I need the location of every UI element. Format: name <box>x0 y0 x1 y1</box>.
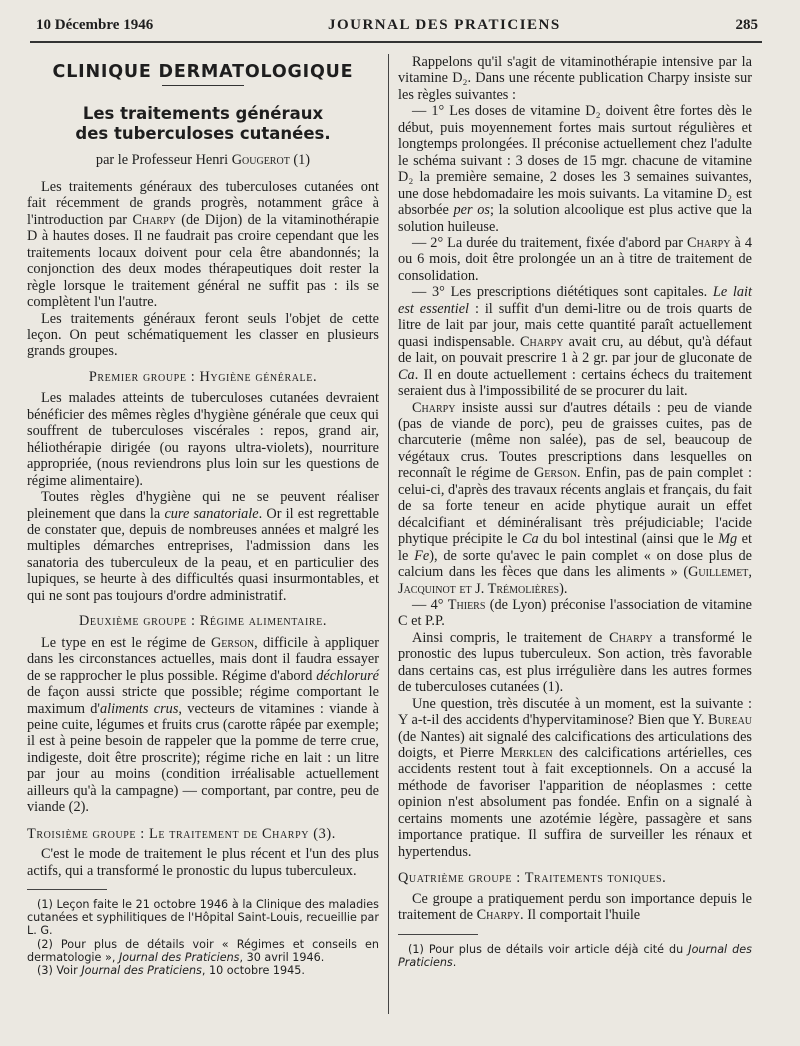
group-3-heading: Troisième groupe : Le traitement de Charpy (3). <box>27 825 336 842</box>
right-paragraph-4: — 3° Les prescriptions diététiques sont capitales. Le lait est essentiel : il suffit d'un demi-litre ou de trois quarts de litre de lait par jour, mais cette quantité paraît actuellement quasi indispensable. Charpy avait cru, au début, qu'à défaut de lait, on pouvait prescrire 1 à 2 gr. par jour de gluconate de Ca. Il en doute actuellement : certains échecs du traitement seraient dus à l'impossibilité de se procurer du lait. <box>398 284 753 400</box>
header-date: 10 Décembre 1946 <box>36 17 154 33</box>
group-1-paragraph-2: Toutes règles d'hygiène qui ne se peuvent réaliser pleinement que dans la cure sanatoriale. Or il est regrettable de constater que, depuis de nombreuses années et malgré les multiples démarches entreprises, l'admission dans les sanatoria des tuberculeux de la peau, et en particulier des lupiques, se heurte à des difficultés quasi insurmontables, et qui ne sont pas toujours d'ordre administratif. <box>27 489 379 604</box>
right-paragraph-8: Une question, très discutée à un moment, est la suivante : Y a-t-il des accidents d'hypervitaminose? Bien que Y. Bureau (de Nantes) ait signalé des calcifications des articulations des doigts, et Pierre Merklen des calcifications artérielles, ces accidents restent tout à fait exceptionnels. On a accusé la méthode de favoriser l'apparition de néoplasmes : cette opinion n'est absolument pas fondée. Enfin on a signalé à certains moments une azotémie légère, passagère et sans importance pratique. Il suffira de surveiller les rénaux et hypertendus. <box>398 695 753 860</box>
section-title: CLINIQUE DERMATOLOGIQUE <box>52 62 354 82</box>
article-title-line1: Les traitements généraux <box>82 104 324 124</box>
intro-paragraph: Les traitements généraux des tuberculoses cutanées ont fait récemment de grands progrès, notamment grâce à l'introduction par Charpy (de Dijon) de la vitaminothérapie D à hautes doses. Il ne faudrait pas croire cependant que les traitements locaux doivent pour cela être abandonnés; la conjonction des deux modes thérapeutiques doit rester la règle lorsque le traitement général ne suffit pas : ils se complètent l'un l'autre. <box>27 178 379 311</box>
article-title-line2: des tuberculoses cutanées. <box>75 124 331 144</box>
footnote-2: (2) Pour plus de détails voir « Régimes et conseils en dermatologie », Journal des Praticiens, 30 avril 1946. <box>27 937 379 964</box>
byline-note: (1) <box>293 152 311 169</box>
header-rule <box>30 41 762 43</box>
header-page-number: 285 <box>735 17 758 33</box>
group-2-heading: Deuxième groupe : Régime alimentaire. <box>78 613 328 630</box>
group-1-paragraph: Les malades atteints de tuberculoses cutanées devraient bénéficier des mêmes règles d'hygiène générale que ceux qui souffrent de tuberculoses viscérales : repos, grand air, héliothérapie dirigée (ou rayons ultra-violets), nourriture appropriée, (nous reviendrons plus loin sur les questions de régime alimentaire). <box>27 390 379 489</box>
title-rule <box>162 85 244 86</box>
group-3-paragraph: C'est le mode de traitement le plus récent et l'un des plus actifs, qui a transformé le pronostic du lupus tuberculeux. <box>27 846 379 879</box>
left-footnotes <box>27 898 379 977</box>
footnote-3: (3) Voir Journal des Praticiens, 10 octobre 1945. <box>37 964 305 978</box>
page-header <box>36 17 758 41</box>
header-journal-title: JOURNAL DES PRATICIENS <box>327 17 561 33</box>
right-paragraph-1: Rappelons qu'il s'agit de vitaminothérapie intensive par la vitamine D₂. Dans une récente publication Charpy insiste sur les règles suivantes : <box>398 54 752 103</box>
footnote-rule <box>27 889 107 890</box>
group-2-paragraph: Le type en est le régime de Gerson, difficile à appliquer dans les circonstances actuelles, mais dont il faudra essayer de se rapprocher le plus possible. Régime d'abord déchloruré de façon aussi stricte que possible; régime comportant le maximum d'aliments crus, vecteurs de vitamines : viande à peine cuite, légumes et fruits crus (carotte râpée par exemple; il est à peine besoin de rappeler que la pomme de terre crue, indigeste, doit être proscrite); régime riche en lait : un litre par jour au moins (condition irréalisable actuellement ailleurs qu'à la campagne) — comportant, par contre, peu de viande (2). <box>27 634 379 816</box>
footnote-1: (1) Leçon faite le 21 octobre 1946 à la Clinique des maladies cutanées et syphilitiques de l'Hôpital Saint-Louis, recueillie par L. G. <box>27 898 379 938</box>
right-paragraph-9: Ce groupe a pratiquement perdu son importance depuis le traitement de Charpy. Il comportait l'huile <box>398 890 752 924</box>
right-footnotes <box>398 943 752 969</box>
right-paragraph-3: — 2° La durée du traitement, fixée d'abord par Charpy à 4 ou 6 mois, doit être prolongée un an à titre de traitement de consolidation. <box>398 234 752 284</box>
group-1-heading: Premier groupe : Hygiène générale. <box>88 368 318 385</box>
right-paragraph-5: Charpy insiste aussi sur d'autres détails : peu de viande (pas de viande de porc), peu de graisses cuites, pas de charcuterie (même non salée), pas de sel, beaucoup de végétaux crus. Toutes prescriptions dans lesquelles on reconnaît le régime de Gerson. Enfin, pas de pain complet : celui-ci, d'après des travaux récents anglais et français, du fait de sa forte teneur en acide phytique aurait un effet décalcifiant et déminéralisant très préjudiciable; l'acide phytique précipite le Ca du bol intestinal (ainsi que le Mg et le Fe), de sorte qu'avec le pain complet « on dose plus de calcium dans les fèces que dans les aliments » (Guillemet, Jacquinot et J. Trémolières). <box>398 399 752 597</box>
left-column <box>27 54 379 977</box>
article-title <box>27 104 379 144</box>
group-4-heading: Quatrième groupe : Traitements toniques. <box>398 870 667 887</box>
right-footnote-1: (1) Pour plus de détails voir article déjà cité du Journal des Praticiens. <box>398 942 752 969</box>
byline-prefix: par le Professeur Henri <box>95 152 229 169</box>
right-paragraph-2: — 1° Les doses de vitamine D₂ doivent être fortes dès le début, puis moyennement fortes mais surtout régulières et longtemps prolongées. Il préconise actuellement chez l'adulte le schéma suivant : 3 doses de 15 mgr. chacune de vitamine D₂ la première semaine, 2 doses les 3 semaines suivantes, une dose hebdomadaire les mois suivants. La vitamine D₂ est absorbée per os; la solution alcoolique est plus active que la solution huileuse. <box>398 103 752 235</box>
right-paragraph-7: Ainsi compris, le traitement de Charpy a transformé le pronostic des lupus tuberculeux. Son action, très favorable dans certains cas, est plus irrégulière dans les autres formes de tuberculoses cutanées (1). <box>398 629 752 696</box>
byline-author: Gougerot <box>231 152 290 169</box>
intro-paragraph-2: Les traitements généraux feront seuls l'objet de cette leçon. On peut schématiquement les classer en plusieurs grands groupes. <box>27 310 379 360</box>
right-paragraph-6: — 4° Thiers (de Lyon) préconise l'association de vitamine C et P.P. <box>398 596 753 630</box>
column-divider <box>388 54 389 1014</box>
right-footnote-rule <box>398 934 478 935</box>
byline <box>27 152 379 168</box>
right-column <box>398 54 752 969</box>
